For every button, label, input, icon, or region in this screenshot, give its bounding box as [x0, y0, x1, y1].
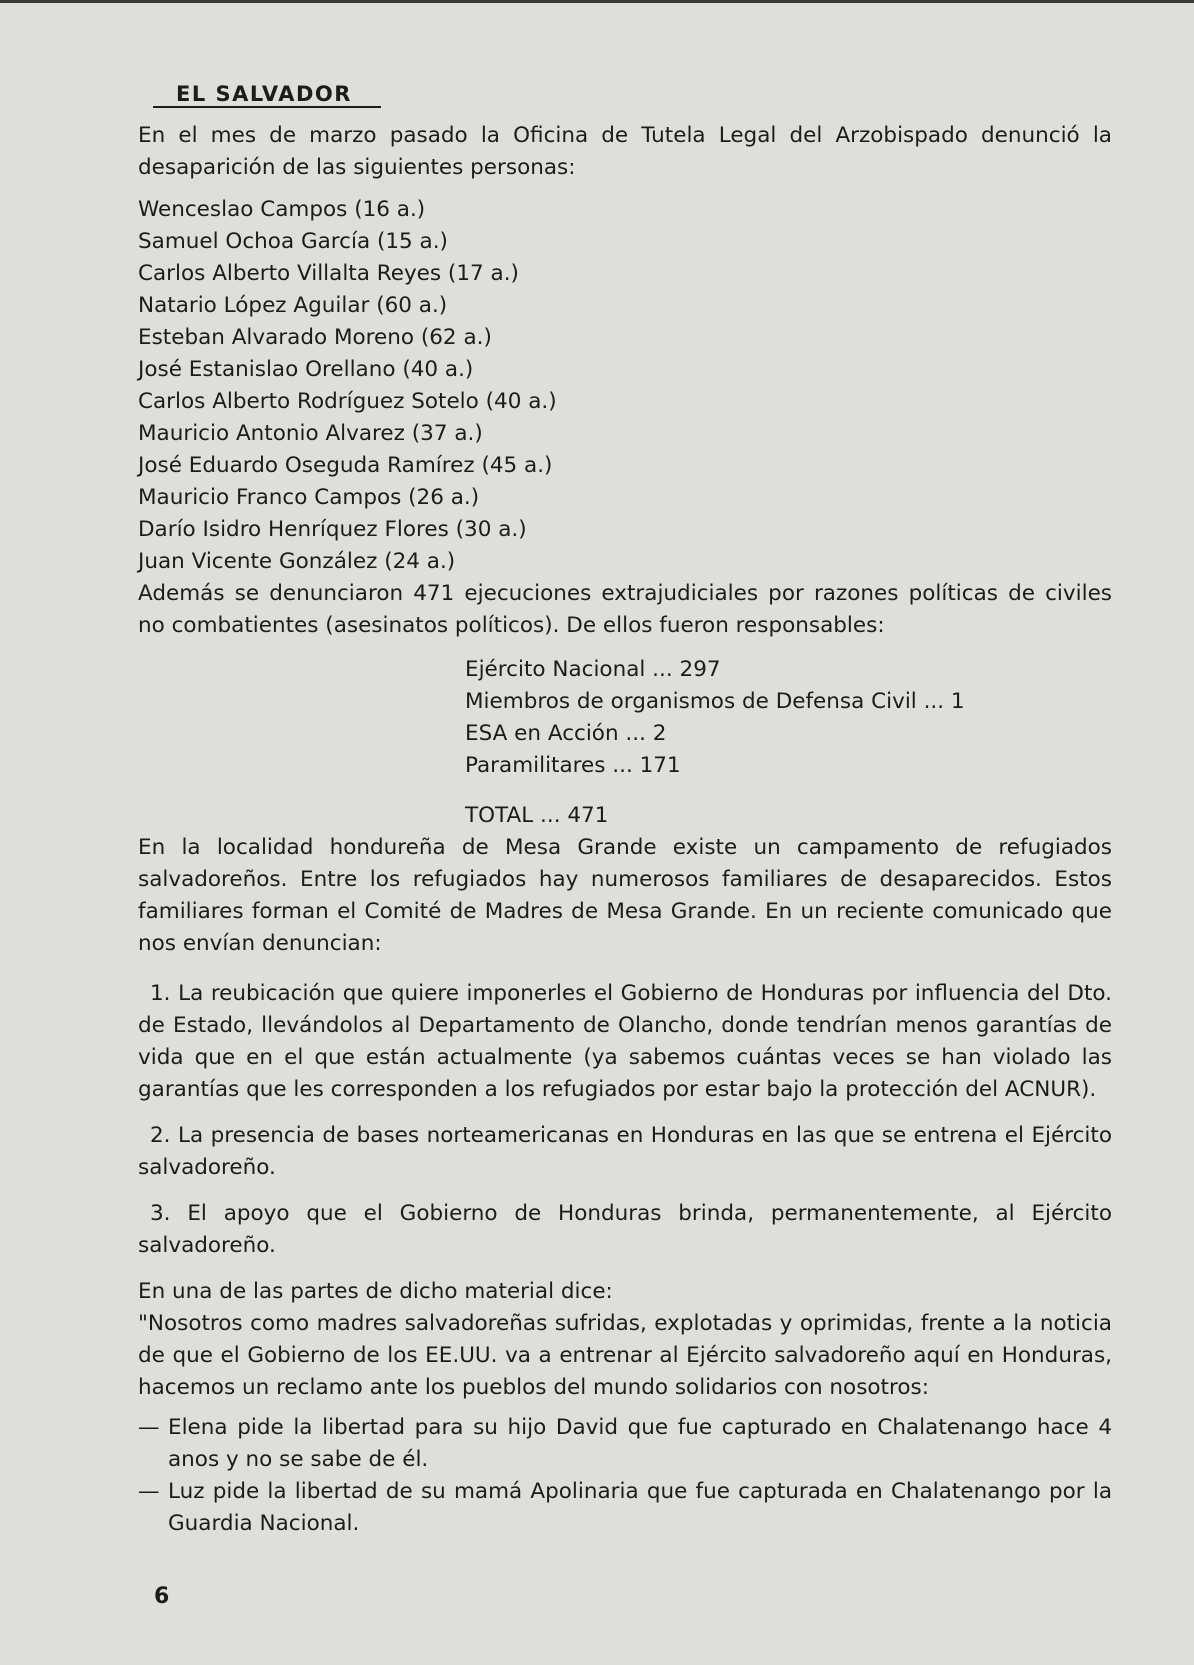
point-number: 1.	[150, 981, 171, 1006]
list-item: Carlos Alberto Rodríguez Sotelo (40 a.)	[138, 389, 557, 414]
top-edge-line	[0, 0, 1194, 3]
section-title-underline	[153, 106, 381, 108]
list-item	[138, 978, 1112, 1106]
list-item: José Eduardo Oseguda Ramírez (45 a.)	[138, 453, 553, 478]
list-item: Natario López Aguilar (60 a.)	[138, 293, 448, 318]
disappeared-list	[138, 194, 1112, 578]
list-item: Darío Isidro Henríquez Flores (30 a.)	[138, 517, 527, 542]
quote-paragraph: "Nosotros como madres salvadoreñas sufridas, explotadas y oprimidas, frente a la noticia de que el Gobierno de los EE.UU. va a entrenar al Ejército salvadoreño aquí en Honduras, hacemos un reclamo ante los pueblos del mundo solidarios con nosotros:	[138, 1311, 1112, 1400]
list-item	[138, 1412, 1112, 1476]
list-item: Mauricio Franco Campos (26 a.)	[138, 485, 480, 510]
petitions-list	[138, 1412, 1112, 1540]
point-number: 2.	[150, 1123, 171, 1148]
list-item	[138, 1198, 1112, 1262]
point-number: 3.	[150, 1201, 171, 1226]
petition-text: Luz pide la libertad de su mamá Apolinaria que fue capturada en Chalatenango por la Guardia Nacional.	[168, 1479, 1112, 1536]
list-item: Ejército Nacional ... 297	[465, 657, 721, 682]
denunciation-points	[138, 978, 1112, 1262]
intro-paragraph: En el mes de marzo pasado la Oficina de Tutela Legal del Arzobispado denunció la desaparición de las siguientes personas:	[138, 123, 1112, 180]
list-item: Miembros de organismos de Defensa Civil ... 1	[465, 689, 965, 714]
mesa-grande-paragraph: En la localidad hondureña de Mesa Grande existe un campamento de refugiados salvadoreños. Entre los refugiados hay numerosos familiares de desaparecidos. Estos familiares forman el Comité de Madres de Mesa Grande. En un reciente comunicado que nos envían denuncian:	[138, 835, 1112, 956]
dash-marker: —	[138, 1479, 160, 1504]
quote-intro: En una de las partes de dicho material dice:	[138, 1279, 613, 1304]
point-text: La reubicación que quiere imponerles el Gobierno de Honduras por influencia del Dto. de Estado, llevándolos al Departamento de Olancho, donde tendrían menos garantías de vida que en el que están actualmente (ya sabemos cuántas veces se han violado las garantías que les corresponden a los refugiados por estar bajo la protección del ACNUR).	[138, 981, 1112, 1102]
dash-marker: —	[138, 1415, 160, 1440]
list-item: Juan Vicente González (24 a.)	[138, 549, 456, 574]
list-item: Carlos Alberto Villalta Reyes (17 a.)	[138, 261, 519, 286]
responsibles-total: TOTAL ... 471	[465, 803, 609, 828]
point-text: La presencia de bases norteamericanas en Honduras en las que se entrena el Ejército salvadoreño.	[138, 1123, 1112, 1180]
list-item: Mauricio Antonio Alvarez (37 a.)	[138, 421, 483, 446]
article-body	[138, 120, 1112, 1540]
list-item	[138, 1476, 1112, 1540]
list-item: José Estanislao Orellano (40 a.)	[138, 357, 474, 382]
list-item: Samuel Ochoa García (15 a.)	[138, 229, 448, 254]
page-number: 6	[154, 1584, 170, 1609]
point-text: El apoyo que el Gobierno de Honduras brinda, permanentemente, al Ejército salvadoreño.	[138, 1201, 1112, 1258]
section-title: EL SALVADOR	[176, 82, 352, 106]
responsibles-list	[465, 654, 1112, 782]
list-item	[138, 1120, 1112, 1184]
list-item: Paramilitares ... 171	[465, 753, 681, 778]
petition-text: Elena pide la libertad para su hijo David que fue capturado en Chalatenango hace 4 anos y no se sabe de él.	[168, 1415, 1112, 1472]
list-item: Wenceslao Campos (16 a.)	[138, 197, 426, 222]
executions-paragraph: Además se denunciaron 471 ejecuciones extrajudiciales por razones políticas de civiles no combatientes (asesinatos políticos). De ellos fueron responsables:	[138, 581, 1112, 638]
list-item: ESA en Acción ... 2	[465, 721, 667, 746]
list-item: Esteban Alvarado Moreno (62 a.)	[138, 325, 492, 350]
